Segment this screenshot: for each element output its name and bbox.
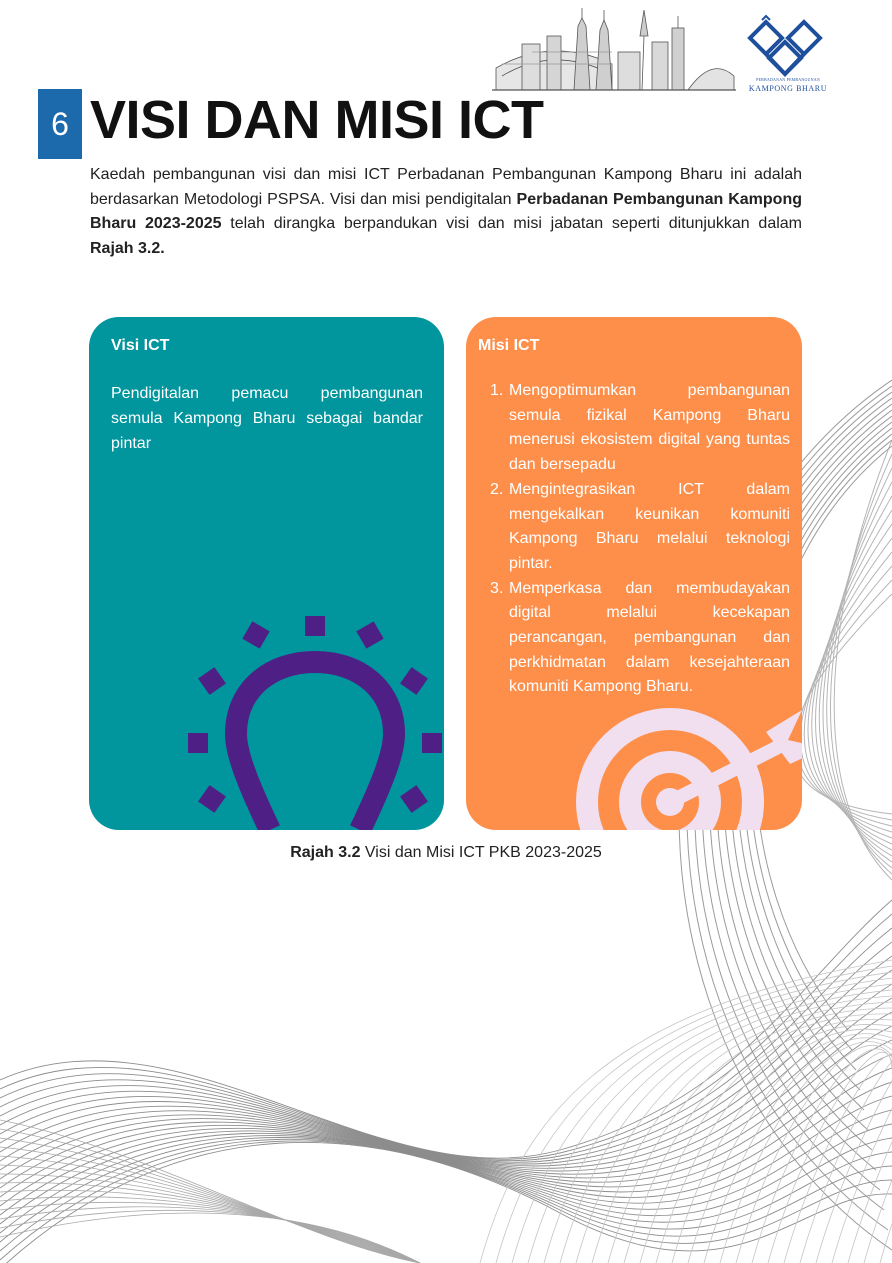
background-wave-line [0,928,892,1161]
misi-item-number: 3. [490,579,504,597]
misi-card [466,317,802,830]
background-wave-line [0,1207,420,1263]
background-wave-line [0,1012,892,1174]
misi-item-text: Mengoptimumkan pembangunan semula fizikal Kampong Bharu menerusi ekosistem digital yang tuntas dan bersepadu [509,382,790,474]
intro-bold-org: Perbadanan Pembangunan Kampong Bharu 2023-2025 [90,190,803,232]
intro-text-1: Kaedah pembangunan visi dan misi ICT Perbadanan Pembangunan Kampong Bharu ini adalah berdasarkan Metodologi PSPSA. Visi dan misi pendigitalan [90,166,802,208]
background-wave-line [0,970,892,1166]
background-wave-line [0,1165,420,1263]
background-wave-line [0,1174,420,1263]
misi-item-number: 1. [490,382,504,399]
intro-text-2: telah dirangka berpandukan visi dan misi jabatan seperti ditunjukkan dalam [221,215,803,232]
lightbulb-icon [184,612,444,830]
background-wave-line [830,454,892,874]
intro-paragraph [90,163,802,261]
logo-name: KAMPONG BHARU [748,84,828,93]
kuala-lumpur-skyline-illustration [492,6,736,94]
visi-heading: Visi ICT [111,337,170,354]
misi-item [490,379,790,478]
logo-subtitle: PERBADANAN PEMBANGUNAN [756,77,820,82]
background-wave-line [624,1014,892,1263]
background-wave-line [0,942,892,1162]
visi-statement: Pendigitalan pemacu pembangunan semula Kampong Bharu sebagai bandar pintar [111,385,423,452]
background-wave-line [0,1197,420,1263]
misi-item-number: 2. [490,480,504,498]
section-number-badge: 6 [38,89,82,159]
misi-item [490,577,790,701]
page-title: VISI DAN MISI ICT [90,90,544,150]
background-wave-line [0,1136,892,1233]
misi-heading: Misi ICT [478,337,540,354]
background-wave-line [0,900,892,1158]
background-wave-line [0,1190,420,1263]
background-wave-line [0,1054,892,1187]
figure-caption [0,844,892,862]
target-icon [570,702,802,830]
visi-card [89,317,444,830]
intro-bold-figure-ref: Rajah 3.2. [90,239,165,257]
background-wave-line [560,990,892,1263]
misi-item [490,478,790,577]
misi-item-text: Mengintegrasikan ICT dalam mengekalkan keunikan komuniti Kampong Bharu melalui teknologi pintar. [509,480,790,572]
background-wave-line [784,1055,892,1263]
misi-item-text: Memperkasa dan membudayakan digital melalui kecekapan perancangan, pembangunan dan perkhidmatan dalam kesejahteraan komuniti Kampong Bharu. [509,579,790,696]
background-wave-line [827,468,892,868]
figure-caption-text: Visi dan Misi ICT PKB 2023-2025 [360,844,602,861]
background-wave-line [0,1183,420,1263]
figure-caption-label: Rajah 3.2 [290,844,361,861]
misi-list [490,379,790,700]
background-wave-line [0,1082,892,1197]
